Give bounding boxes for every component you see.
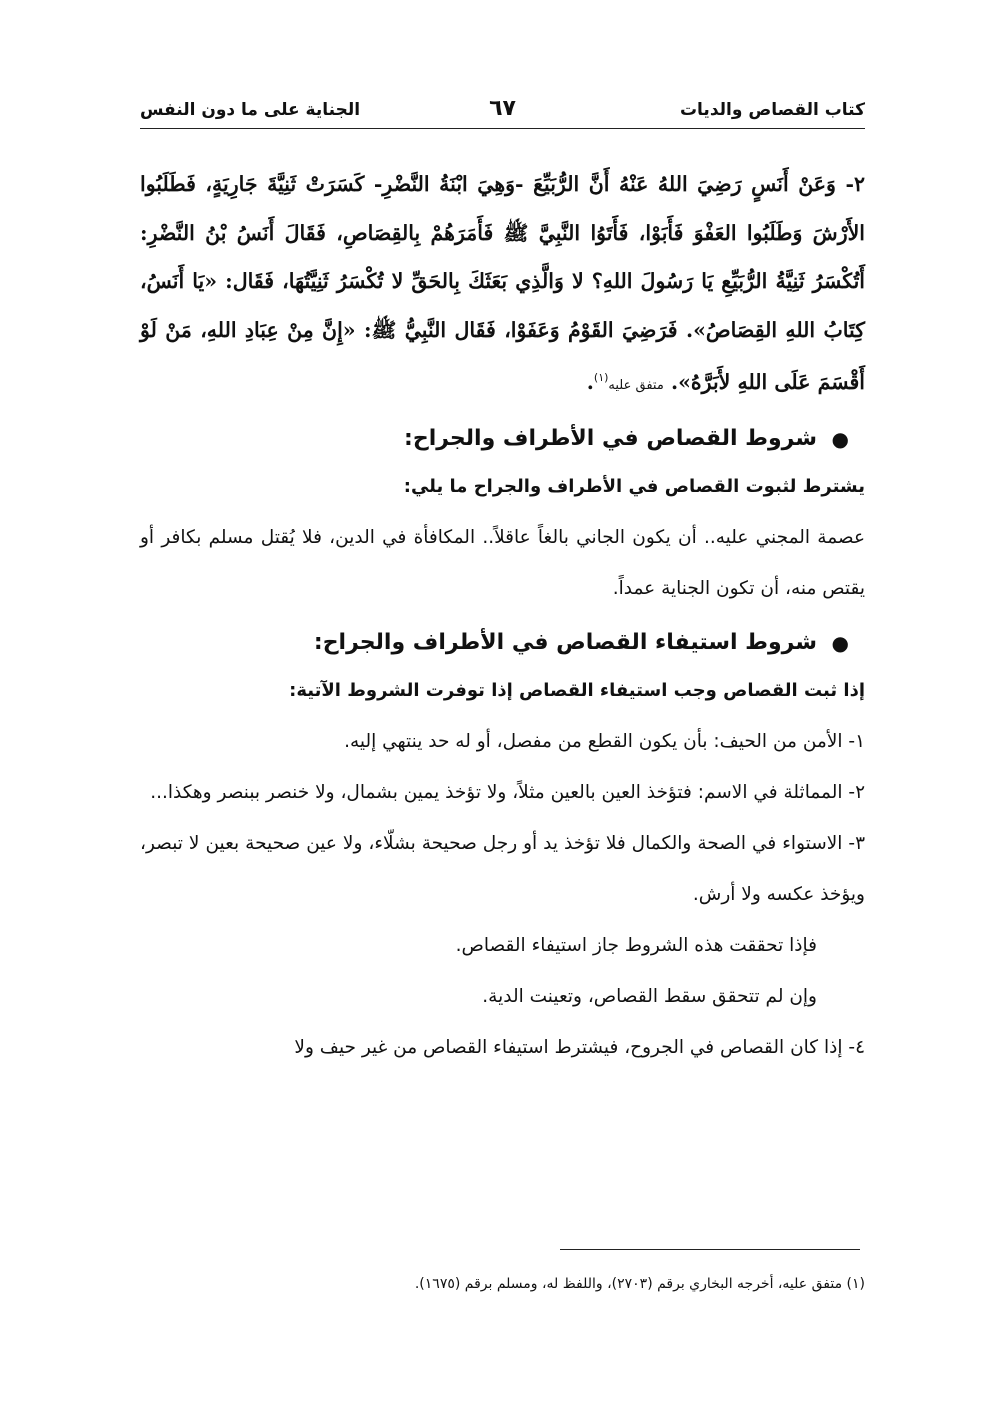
page-number: ٦٧ [489, 96, 516, 121]
hadith-paragraph: ٢- وَعَنْ أَنَسٍ رَضِيَ اللهُ عَنْهُ أَنَّ الرُّبَيِّعَ -وَهِيَ ابْنَةُ النَّضْرِ- كَسَرَتْ ثَنِيَّةَ جَارِيَةٍ، فَطَلَبُوا الأَرْشَ وَطَلَبُوا العَفْوَ فَأَبَوْا، فَأَتَوُا النَّبِيَّ ﷺ فَأَمَرَهُمْ بِالقِصَاصِ، فَقَالَ أَنَسُ بْنُ النَّضْرِ: أَتُكْسَرُ ثَنِيَّةُ الرُّبَيِّعِ يَا رَسُولَ اللهِ؟ لا وَالَّذِي بَعَثَكَ بِالحَقِّ لا تُكْسَرُ ثَنِيَّتُهَا، فَقَال: «يَا أَنَسُ، كِتَابُ اللهِ القِصَاصُ». فَرَضِيَ القَوْمُ وَعَفَوْا، فَقَال النَّبِيُّ ﷺ: «إِنَّ مِنْ عِبَادِ اللهِ، مَنْ لَوْ أَقْسَمَ عَلَى اللهِ لأَبَرَّهُ». متفق عليه$^{(١)}$. [140, 172, 865, 394]
condition-item-1: ١- الأمن من الحيف: بأن يكون القطع من مفصل، أو له حد ينتهي إليه. [344, 731, 865, 753]
footnote-divider [560, 1249, 860, 1250]
subheading-conditions: يشترط لثبوت القصاص في الأطراف والجراح ما يلي: [403, 476, 865, 498]
running-header [140, 96, 865, 126]
section-heading-fulfillment [140, 620, 865, 666]
bullet-icon: ● [831, 631, 849, 656]
footnote-reference[interactable]: (١) [593, 371, 609, 384]
condition-item-3: ٣- الاستواء في الصحة والكمال فلا تؤخذ يد أو رجل صحيحة بشلّاء، ولا عين صحيحة بعين لا تبصر، ويؤخذ عكسه ولا أرش. [140, 833, 865, 906]
condition-item-2: ٢- المماثلة في الاسم: فتؤخذ العين بالعين مثلاً، ولا تؤخذ يمين بشمال، ولا خنصر ببنصر وهكذا... [150, 782, 865, 804]
footnote-text: (١) متفق عليه، أخرجه البخاري برقم (٢٧٠٣)، واللفظ له، ومسلم برقم (١٦٧٥). [414, 1276, 865, 1292]
conditions-paragraph: عصمة المجني عليه.. أن يكون الجاني بالغاً عاقلاً.. المكافأة في الدين، فلا يُقتل مسلم بكافر أو يقتص منه، أن تكون الجناية عمداً. [140, 527, 865, 600]
conclusion-line-2: وإن لم تتحقق سقط القصاص، وتعينت الدية. [482, 986, 817, 1008]
hadith-text: ٢- وَعَنْ أَنَسٍ رَضِيَ اللهُ عَنْهُ أَنَّ الرُّبَيِّعَ -وَهِيَ ابْنَةُ النَّضْرِ- كَسَرَتْ ثَنِيَّةَ جَارِيَةٍ، فَطَلَبُوا الأَرْشَ وَطَلَبُوا العَفْوَ فَأَبَوْا، فَأَتَوُا النَّبِيَّ ﷺ فَأَمَرَهُمْ بِالقِصَاصِ، فَقَالَ أَنَسُ بْنُ النَّضْرِ: أَتُكْسَرُ ثَنِيَّةُ الرُّبَيِّعِ يَا رَسُولَ اللهِ؟ لا وَالَّذِي بَعَثَكَ بِالحَقِّ لا تُكْسَرُ ثَنِيَّتُهَا، فَقَال: «يَا أَنَسُ، كِتَابُ اللهِ القِصَاصُ». فَرَضِيَ القَوْمُ وَعَفَوْا، فَقَال النَّبِيُّ ﷺ: «إِنَّ مِنْ عِبَادِ اللهِ، مَنْ لَوْ أَقْسَمَ عَلَى اللهِ لأَبَرَّهُ». [140, 172, 865, 394]
hadith-source-note: متفق عليه [608, 377, 664, 393]
subheading-fulfillment: إذا ثبت القصاص وجب استيفاء القصاص إذا توفرت الشروط الآتية: [289, 680, 865, 702]
section-heading-conditions [140, 416, 865, 462]
condition-item-4: ٤- إذا كان القصاص في الجروح، فيشترط استيفاء القصاص من غير حيف ولا [294, 1037, 865, 1059]
bullet-icon: ● [831, 427, 849, 452]
page-body [140, 160, 865, 1066]
section-heading-text: شروط القصاص في الأطراف والجراح: [404, 426, 817, 452]
section-heading-text: شروط استيفاء القصاص في الأطراف والجراح: [313, 630, 817, 656]
conclusion-line-1: فإذا تحققت هذه الشروط جاز استيفاء القصاص. [455, 935, 817, 957]
book-title: كتاب القصاص والديات [679, 100, 865, 120]
chapter-title: الجناية على ما دون النفس [140, 100, 361, 120]
header-divider [140, 128, 865, 129]
